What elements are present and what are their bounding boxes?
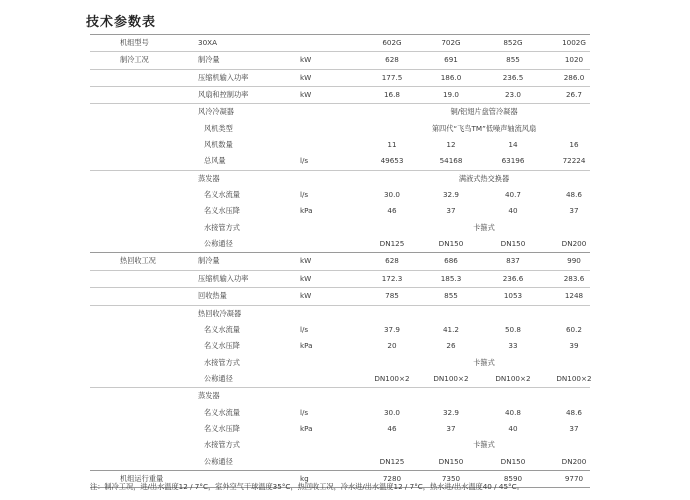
row-parameter-label: 风机数量 bbox=[204, 140, 233, 150]
table-row bbox=[90, 387, 590, 404]
row-parameter-label: 压缩机输入功率 bbox=[198, 72, 249, 82]
table-row bbox=[90, 203, 590, 219]
row-model-value: 837 bbox=[506, 256, 520, 266]
row-parameter-label: 名义水压降 bbox=[204, 206, 240, 216]
row-unit: kW bbox=[300, 90, 312, 100]
row-model-value: 852G bbox=[503, 38, 523, 47]
row-parameter-label: 风扇和控制功率 bbox=[198, 90, 249, 100]
row-model-value: 46 bbox=[387, 206, 397, 216]
row-model-value: 286.0 bbox=[563, 72, 585, 82]
row-model-value: 60.2 bbox=[565, 324, 582, 334]
row-model-value: DN150 bbox=[500, 456, 526, 466]
table-row bbox=[90, 153, 590, 169]
row-parameter-label: 压缩机输入功率 bbox=[198, 273, 249, 283]
row-model-value: 855 bbox=[506, 55, 520, 65]
row-merged-value: 卡箍式 bbox=[473, 440, 495, 450]
row-model-value: 40 bbox=[508, 423, 518, 433]
row-unit: kW bbox=[300, 273, 312, 283]
row-merged-value: 满液式热交换器 bbox=[458, 173, 510, 183]
row-parameter-label: 总风量 bbox=[204, 156, 226, 166]
table-row bbox=[90, 137, 590, 153]
row-model-value: 1002G bbox=[562, 38, 586, 47]
row-model-value: 7350 bbox=[441, 473, 461, 483]
row-model-value: 628 bbox=[385, 256, 399, 266]
row-model-value: DN150 bbox=[438, 239, 464, 249]
table-row bbox=[90, 405, 590, 421]
row-model-value: 37 bbox=[569, 423, 579, 433]
row-parameter-label: 名义水流量 bbox=[204, 407, 240, 417]
row-parameter-label: 蒸发器 bbox=[198, 173, 220, 183]
row-model-value: 23.0 bbox=[504, 90, 521, 100]
row-model-value: 8590 bbox=[503, 473, 523, 483]
row-model-value: 686 bbox=[444, 256, 458, 266]
row-model-value: 602G bbox=[382, 38, 402, 47]
row-parameter-label: 水接管方式 bbox=[204, 440, 240, 450]
row-model-value: 40.8 bbox=[504, 407, 521, 417]
row-model-value: 50.8 bbox=[504, 324, 521, 334]
row-model-value: 172.3 bbox=[381, 273, 403, 283]
table-row bbox=[90, 34, 590, 51]
row-model-value: 37 bbox=[446, 206, 456, 216]
row-unit: l/s bbox=[300, 324, 309, 334]
row-model-value: DN200 bbox=[561, 239, 587, 249]
row-model-value: 63196 bbox=[501, 156, 525, 166]
row-model-value: DN125 bbox=[379, 239, 405, 249]
row-section-label: 机组型号 bbox=[120, 38, 149, 47]
row-model-value: 19.0 bbox=[442, 90, 459, 100]
table-row bbox=[90, 170, 590, 187]
row-unit: kPa bbox=[300, 341, 313, 351]
row-parameter-label: 名义水压降 bbox=[204, 423, 240, 433]
row-parameter-label: 名义水流量 bbox=[204, 190, 240, 200]
row-model-value: 9770 bbox=[564, 473, 584, 483]
table-row bbox=[90, 338, 590, 354]
row-parameter-label: 公称通径 bbox=[204, 373, 233, 383]
row-model-value: DN200 bbox=[561, 456, 587, 466]
table-title: 技术参数表 bbox=[86, 15, 157, 30]
row-model-value: 33 bbox=[508, 341, 518, 351]
row-unit: kW bbox=[300, 291, 312, 301]
row-model-value: DN100×2 bbox=[495, 373, 531, 383]
row-model-value: DN150 bbox=[438, 456, 464, 466]
row-model-value: 37.9 bbox=[383, 324, 400, 334]
row-model-value: 283.6 bbox=[563, 273, 585, 283]
row-model-value: 11 bbox=[387, 140, 397, 150]
row-model-value: 14 bbox=[508, 140, 518, 150]
row-model-value: DN100×2 bbox=[556, 373, 592, 383]
row-model-value: 16 bbox=[569, 140, 579, 150]
row-model-value: 185.3 bbox=[440, 273, 462, 283]
row-model-value: 236.6 bbox=[502, 273, 524, 283]
row-section-label: 机组运行重量 bbox=[120, 473, 164, 483]
row-model-value: 177.5 bbox=[381, 72, 403, 82]
row-model-value: 16.8 bbox=[383, 90, 400, 100]
row-model-value: 990 bbox=[567, 256, 581, 266]
row-model-value: 39 bbox=[569, 341, 579, 351]
row-parameter-label: 风冷冷凝器 bbox=[198, 107, 234, 117]
row-model-value: 1248 bbox=[564, 291, 584, 301]
row-model-value: 32.9 bbox=[442, 407, 459, 417]
row-model-value: DN100×2 bbox=[374, 373, 410, 383]
table-row bbox=[90, 287, 590, 304]
row-model-value: 628 bbox=[385, 55, 399, 65]
row-model-value: 236.5 bbox=[502, 72, 524, 82]
spec-table bbox=[90, 34, 590, 488]
row-model-value: 41.2 bbox=[442, 324, 459, 334]
row-model-value: 691 bbox=[444, 55, 458, 65]
row-model-value: 32.9 bbox=[442, 190, 459, 200]
row-unit: kW bbox=[300, 256, 312, 266]
row-model-value: 26 bbox=[446, 341, 456, 351]
row-model-value: 48.6 bbox=[565, 190, 582, 200]
row-model-value: 40 bbox=[508, 206, 518, 216]
table-row bbox=[90, 51, 590, 68]
row-merged-value: 卡箍式 bbox=[473, 222, 495, 232]
table-row bbox=[90, 421, 590, 437]
row-model-value: 702G bbox=[441, 38, 461, 47]
row-model-value: DN125 bbox=[379, 456, 405, 466]
row-parameter-label: 水接管方式 bbox=[204, 222, 240, 232]
row-parameter-label: 制冷量 bbox=[198, 55, 220, 65]
row-unit: kPa bbox=[300, 423, 313, 433]
row-parameter-label: 风机类型 bbox=[204, 123, 233, 133]
row-parameter-label: 热回收冷凝器 bbox=[198, 308, 242, 318]
row-model-value: 54168 bbox=[439, 156, 463, 166]
row-unit: kW bbox=[300, 55, 312, 65]
row-unit: kg bbox=[300, 473, 309, 483]
row-merged-value: 第四代“飞鸟TM”低噪声轴流风扇 bbox=[431, 123, 537, 133]
row-model-value: 1020 bbox=[564, 55, 584, 65]
row-model-value: 20 bbox=[387, 341, 397, 351]
row-model-value: 785 bbox=[385, 291, 399, 301]
row-parameter-label: 30XA bbox=[198, 38, 217, 47]
table-row bbox=[90, 86, 590, 103]
table-row bbox=[90, 371, 590, 387]
table-row bbox=[90, 305, 590, 322]
row-model-value: DN150 bbox=[500, 239, 526, 249]
row-model-value: 855 bbox=[444, 291, 458, 301]
row-parameter-label: 水接管方式 bbox=[204, 357, 240, 367]
row-model-value: 30.0 bbox=[383, 407, 400, 417]
table-row bbox=[90, 103, 590, 120]
row-parameter-label: 名义水流量 bbox=[204, 324, 240, 334]
row-merged-value: 卡箍式 bbox=[473, 357, 495, 367]
table-row bbox=[90, 121, 590, 137]
table-row bbox=[90, 322, 590, 338]
row-parameter-label: 回收热量 bbox=[198, 291, 227, 301]
table-row bbox=[90, 437, 590, 453]
row-model-value: 7280 bbox=[382, 473, 402, 483]
row-model-value: DN100×2 bbox=[433, 373, 469, 383]
row-model-value: 49653 bbox=[380, 156, 404, 166]
row-model-value: 48.6 bbox=[565, 407, 582, 417]
table-row bbox=[90, 270, 590, 287]
row-unit: l/s bbox=[300, 407, 309, 417]
table-row bbox=[90, 252, 590, 269]
row-model-value: 30.0 bbox=[383, 190, 400, 200]
table-row bbox=[90, 355, 590, 371]
table-row bbox=[90, 187, 590, 203]
row-unit: kW bbox=[300, 72, 312, 82]
table-row bbox=[90, 69, 590, 86]
row-model-value: 26.7 bbox=[565, 90, 582, 100]
row-section-label: 热回收工况 bbox=[120, 256, 156, 266]
row-parameter-label: 名义水压降 bbox=[204, 341, 240, 351]
row-unit: l/s bbox=[300, 156, 309, 166]
row-model-value: 12 bbox=[446, 140, 456, 150]
row-merged-value: 铜/铝翅片盘管冷凝器 bbox=[450, 107, 518, 117]
table-row bbox=[90, 220, 590, 236]
row-model-value: 1053 bbox=[503, 291, 523, 301]
row-unit: kPa bbox=[300, 206, 313, 216]
row-model-value: 40.7 bbox=[504, 190, 521, 200]
row-section-label: 制冷工况 bbox=[120, 55, 149, 65]
row-unit: l/s bbox=[300, 190, 309, 200]
table-row bbox=[90, 236, 590, 252]
row-model-value: 72224 bbox=[562, 156, 586, 166]
row-parameter-label: 制冷量 bbox=[198, 256, 220, 266]
row-parameter-label: 公称通径 bbox=[204, 456, 233, 466]
row-model-value: 37 bbox=[569, 206, 579, 216]
row-model-value: 37 bbox=[446, 423, 456, 433]
row-model-value: 46 bbox=[387, 423, 397, 433]
row-parameter-label: 公称通径 bbox=[204, 239, 233, 249]
table-row bbox=[90, 454, 590, 470]
row-model-value: 186.0 bbox=[440, 72, 462, 82]
row-parameter-label: 蒸发器 bbox=[198, 391, 220, 401]
footnote: 注：制冷工况，进/出水温度12 / 7°C，室外空气干球温度35°C，热回收工况，冷水进/出水温度12 / 7°C，热水进/出水温度40 / 45°C。 bbox=[90, 482, 524, 491]
